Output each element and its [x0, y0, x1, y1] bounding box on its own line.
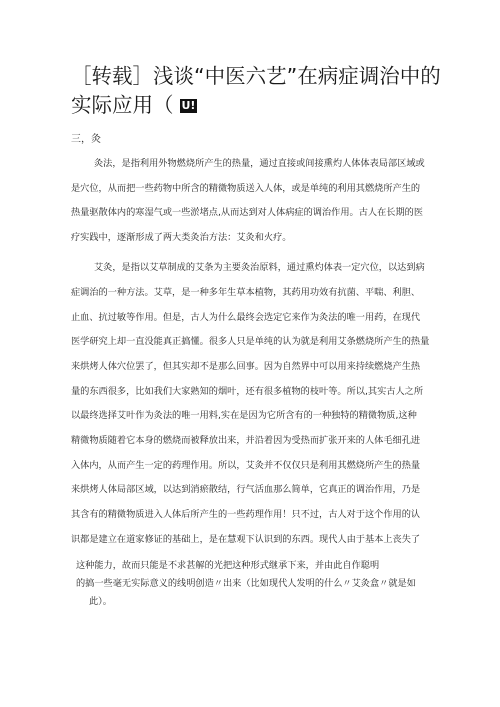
section-heading: 三，灸 — [71, 134, 101, 145]
body-line: 精微物质随着它本身的燃烧而被释放出来，并沿着因为受热而扩张开来的人体毛细孔进 — [71, 435, 421, 446]
body-line: 灸法，是指利用外物燃烧所产生的热量，通过直接或间接熏灼人体体表局部区域或 — [94, 158, 425, 169]
body-line: 症调治的一种方法。艾草，是一种多年生草本植物，其药用功效有抗菌、平喘、利胆、 — [71, 287, 421, 298]
body-line: 医学研究上却一直没能真正搞懂。很多人只是单纯的认为就是利用艾条燃烧所产生的热量 — [71, 336, 430, 347]
body-line: 是穴位，从而把一些药物中所含的精微物质送入人体，或是单纯的利用其燃烧所产生的 — [71, 183, 421, 194]
body-line: 入体内，从而产生一定的药理作用。所以，艾灸并不仅仅只是利用其燃烧所产生的热量 — [71, 460, 421, 471]
title-line-1: ［转载］浅谈“中医六艺”在病症调治中的 — [71, 64, 441, 88]
title-line-2-text: 实际应用（ — [71, 93, 174, 117]
body-line: 其含有的精微物质进入人体后所产生的一些药理作用！只不过，古人对于这个作用的认 — [71, 509, 421, 520]
body-line: 疗实践中，逐渐形成了两大类灸治方法：艾灸和火疗。 — [71, 232, 292, 243]
title-line-2 — [71, 91, 441, 120]
body-line: 的搞一些毫无实际意义的线明创造〃出来（比如现代人发明的什么〃艾灸盒〃就是如 — [76, 578, 416, 589]
body-line: 止血、抗过敏等作用。但是，古人为什么最终会选定它来作为灸法的唯一用药，在现代 — [71, 312, 421, 323]
body-line: 艾灸，是指以艾草制成的艾条为主要灸治原料，通过熏灼体表一定穴位，以达到病 — [94, 262, 425, 273]
body-line: 识都是建立在道家修证的基础上，是在慧观下认识到的东西。现代人由于基本上丧失了 — [71, 534, 421, 545]
title-badge: U! — [181, 99, 196, 112]
body-line: 此）。 — [89, 596, 112, 607]
body-line: 这种能力，故而只能是不求甚解的光把这种形式继承下来，并由此自作聪明 — [76, 560, 380, 571]
body-line: 来烘烤人体局部区域，以达到消瘀散结，行气活血那么简单，它真正的调治作用，乃是 — [71, 484, 421, 495]
body-line: 量的东西很多，比如我们大家熟知的烟叶，还有很多植物的枝叶等。所以,其实古人之所 — [71, 386, 424, 397]
article-title — [71, 62, 441, 120]
body-line: 来烘烤人体穴位罢了，但其实却不是那么回事。因为自然界中可以用来持续燃烧产生热 — [71, 361, 421, 372]
body-line: 热量驱散体内的寒湿气或一些淤堵点,从而达到对人体病症的调治作用。古人在长期的医 — [71, 207, 424, 218]
body-line: 以最终选择艾叶作为灸法的唯一用料,实在是因为它所含有的一种独特的精微物质,这种 — [71, 410, 417, 421]
